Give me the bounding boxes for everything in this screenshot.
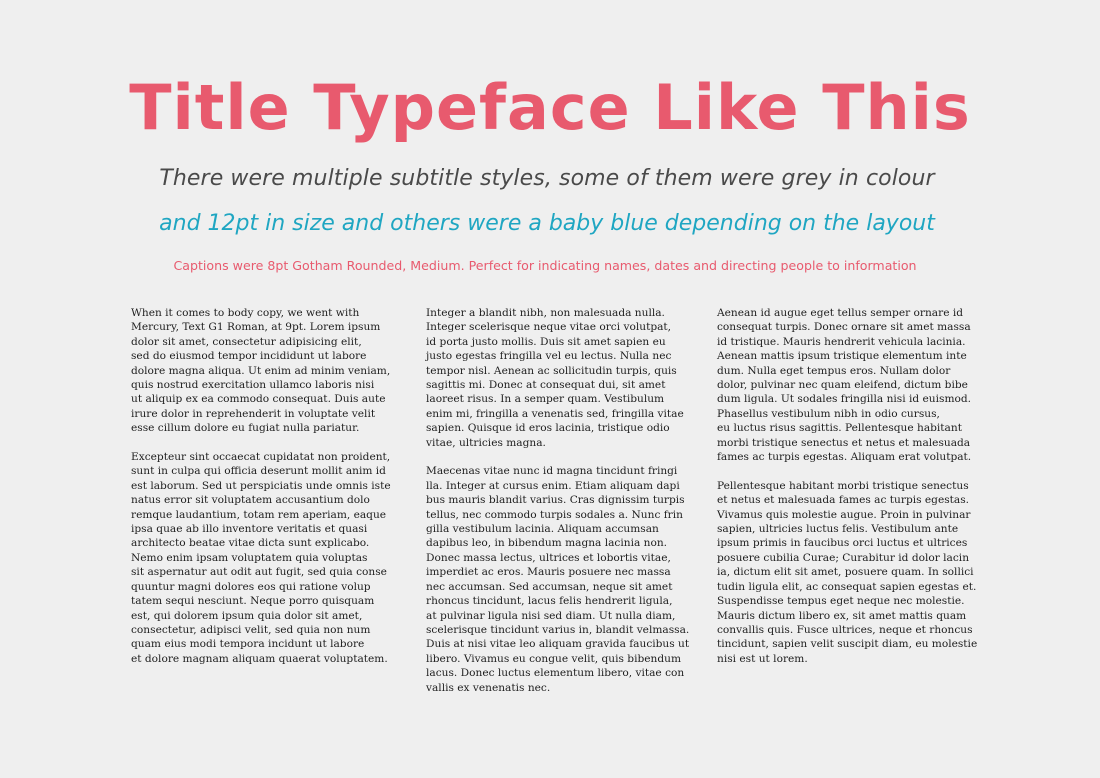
page-title: Title Typeface Like This	[129, 71, 971, 144]
body-line: architecto beatae vitae dicta sunt explicabo.	[131, 537, 370, 550]
body-line: id tristique. Mauris hendrerit vehicula lacinia.	[717, 335, 966, 348]
body-line: dum. Nulla eget tempus eros. Nullam dolor	[717, 364, 951, 377]
body-line: id porta justo mollis. Duis sit amet sapien eu	[426, 335, 666, 348]
body-line: tudin ligula elit, ac consequat sapien egestas et.	[717, 580, 977, 593]
body-line: Duis at nisi vitae leo aliquam gravida faucibus ut	[426, 638, 690, 651]
body-line: ipsa quae ab illo inventore veritatis et quasi	[131, 523, 368, 536]
body-line: vallis ex venenatis nec.	[426, 681, 551, 694]
body-line: Phasellus vestibulum nibh in odio cursus,	[717, 407, 940, 420]
body-line: Suspendisse tempus eget neque nec molestie.	[717, 595, 965, 608]
body-line: When it comes to body copy, we went with	[131, 307, 360, 319]
body-line: Vivamus quis molestie augue. Proin in pulvinar	[717, 508, 971, 521]
body-line: ipsum primis in faucibus orci luctus et ultrices	[717, 537, 968, 550]
body-line: fames ac turpis egestas. Aliquam erat volutpat.	[717, 451, 972, 464]
body-line: quuntur magni dolores eos qui ratione volup	[131, 580, 371, 593]
body-column-2	[426, 306, 690, 709]
body-column-3	[717, 306, 978, 681]
body-line: convallis quis. Fusce ultrices, neque et rhoncus	[717, 623, 973, 636]
body-line: sed do eiusmod tempor incididunt ut labore	[131, 350, 367, 363]
body-line: dolor, pulvinar nec quam eleifend, dictum bibe	[717, 379, 968, 392]
body-line: tincidunt, sapien velit suscipit diam, eu molestie	[717, 638, 978, 651]
body-line: irure dolor in reprehenderit in voluptate velit	[131, 407, 376, 420]
body-line: Aenean id augue eget tellus semper ornare id	[717, 307, 963, 319]
body-column-1	[131, 306, 391, 681]
body-line: nisi est ut lorem.	[717, 652, 808, 665]
body-line: tempor nisl. Aenean ac sollicitudin turpis, quis	[426, 364, 677, 377]
body-line: posuere cubilia Curae; Curabitur id dolor lacin	[717, 551, 970, 564]
body-line: Integer a blandit nibh, non malesuada nulla.	[426, 307, 665, 319]
body-line: lacus. Donec luctus elementum libero, vitae con	[426, 667, 685, 680]
body-line: consectetur, adipisci velit, sed quia non num	[131, 623, 371, 636]
body-line: Donec massa lectus, ultrices et lobortis vitae,	[426, 551, 671, 564]
body-line: sapien. Quisque id eros lacinia, tristique odio	[426, 422, 670, 435]
body-line: est laborum. Sed ut perspiciatis unde omnis iste	[131, 479, 391, 492]
body-paragraph	[717, 479, 978, 666]
body-paragraph	[131, 306, 391, 436]
body-line: laoreet risus. In a semper quam. Vestibulum	[426, 393, 665, 406]
body-line: dolore magna aliqua. Ut enim ad minim veniam,	[131, 364, 391, 377]
body-line: tatem sequi nesciunt. Neque porro quisquam	[131, 595, 375, 608]
body-line: ia, dictum elit sit amet, posuere quam. In sollici	[717, 566, 974, 579]
body-line: scelerisque tincidunt varius in, blandit velmassa.	[426, 623, 690, 636]
body-paragraph	[426, 306, 684, 450]
subtitle-grey: There were multiple subtitle styles, some of them were grey in colour	[159, 166, 935, 191]
body-line: Maecenas vitae nunc id magna tincidunt fringi	[426, 465, 678, 478]
body-line: enim mi, fringilla a venenatis sed, fringilla vitae	[426, 407, 684, 420]
body-line: sapien, ultricies luctus felis. Vestibulum ante	[717, 523, 959, 536]
body-line: sunt in culpa qui officia deserunt mollit anim id	[131, 465, 386, 478]
body-line: libero. Vivamus eu congue velit, quis bibendum	[426, 652, 681, 665]
body-line: Integer scelerisque neque vitae orci volutpat,	[426, 321, 672, 334]
body-line: lla. Integer at cursus enim. Etiam aliquam dapi	[426, 479, 680, 492]
body-line: ut aliquip ex ea commodo consequat. Duis aute	[131, 393, 386, 406]
body-line: Excepteur sint occaecat cupidatat non proident,	[131, 451, 391, 464]
body-line: est, qui dolorem ipsum quia dolor sit amet,	[131, 609, 363, 622]
body-line: dum ligula. Ut sodales fringilla nisi id euismod.	[717, 393, 972, 406]
body-line: rhoncus tincidunt, lacus felis hendrerit ligula,	[426, 595, 673, 608]
body-line: sit aspernatur aut odit aut fugit, sed quia conse	[131, 566, 387, 579]
body-line: gilla vestibulum lacinia. Aliquam accumsan	[426, 523, 659, 536]
body-line: Aenean mattis ipsum tristique elementum inte	[717, 350, 967, 363]
caption-text: Captions were 8pt Gotham Rounded, Medium. Perfect for indicating names, dates and directing people to information	[173, 258, 917, 273]
body-line: dapibus leo, in bibendum magna lacinia non.	[426, 537, 668, 550]
body-line: Nemo enim ipsam voluptatem quia voluptas	[131, 551, 368, 564]
body-line: vitae, ultricies magna.	[426, 436, 546, 449]
body-line: morbi tristique senectus et netus et malesuada	[717, 436, 971, 449]
subtitle-blue: and 12pt in size and others were a baby blue depending on the layout	[159, 211, 935, 236]
body-line: imperdiet ac eros. Mauris posuere nec massa	[426, 566, 671, 579]
body-line: at pulvinar ligula nisi sed diam. Ut nulla diam,	[426, 609, 676, 622]
body-line: quam eius modi tempora incidunt ut labore	[131, 638, 365, 651]
body-line: Mercury, Text G1 Roman, at 9pt. Lorem ipsum	[131, 321, 381, 334]
body-paragraph	[131, 450, 391, 666]
body-line: bus mauris blandit varius. Cras dignissim turpis	[426, 494, 685, 507]
body-line: natus error sit voluptatem accusantium dolo	[131, 494, 370, 507]
body-line: et netus et malesuada fames ac turpis egestas.	[717, 494, 970, 507]
body-paragraph	[426, 464, 690, 695]
body-line: nec accumsan. Sed accumsan, neque sit amet	[426, 580, 673, 593]
body-line: et dolore magnam aliquam quaerat voluptatem.	[131, 652, 388, 665]
body-line: justo egestas fringilla vel eu lectus. Nulla nec	[426, 350, 672, 363]
body-paragraph	[717, 306, 972, 464]
body-line: Mauris dictum libero ex, sit amet mattis quam	[717, 609, 967, 622]
body-line: eu luctus risus sagittis. Pellentesque habitant	[717, 422, 962, 435]
body-line: consequat turpis. Donec ornare sit amet massa	[717, 321, 971, 334]
body-line: dolor sit amet, consectetur adipisicing elit,	[131, 335, 362, 348]
body-line: remque laudantium, totam rem aperiam, eaque	[131, 508, 387, 521]
body-line: sagittis mi. Donec at consequat dui, sit amet	[426, 379, 666, 392]
body-line: tellus, nec commodo turpis sodales a. Nunc frin	[426, 508, 683, 521]
body-line: esse cillum dolore eu fugiat nulla pariatur.	[131, 422, 360, 435]
body-line: quis nostrud exercitation ullamco laboris nisi	[131, 379, 375, 392]
body-line: Pellentesque habitant morbi tristique senectus	[717, 479, 969, 492]
